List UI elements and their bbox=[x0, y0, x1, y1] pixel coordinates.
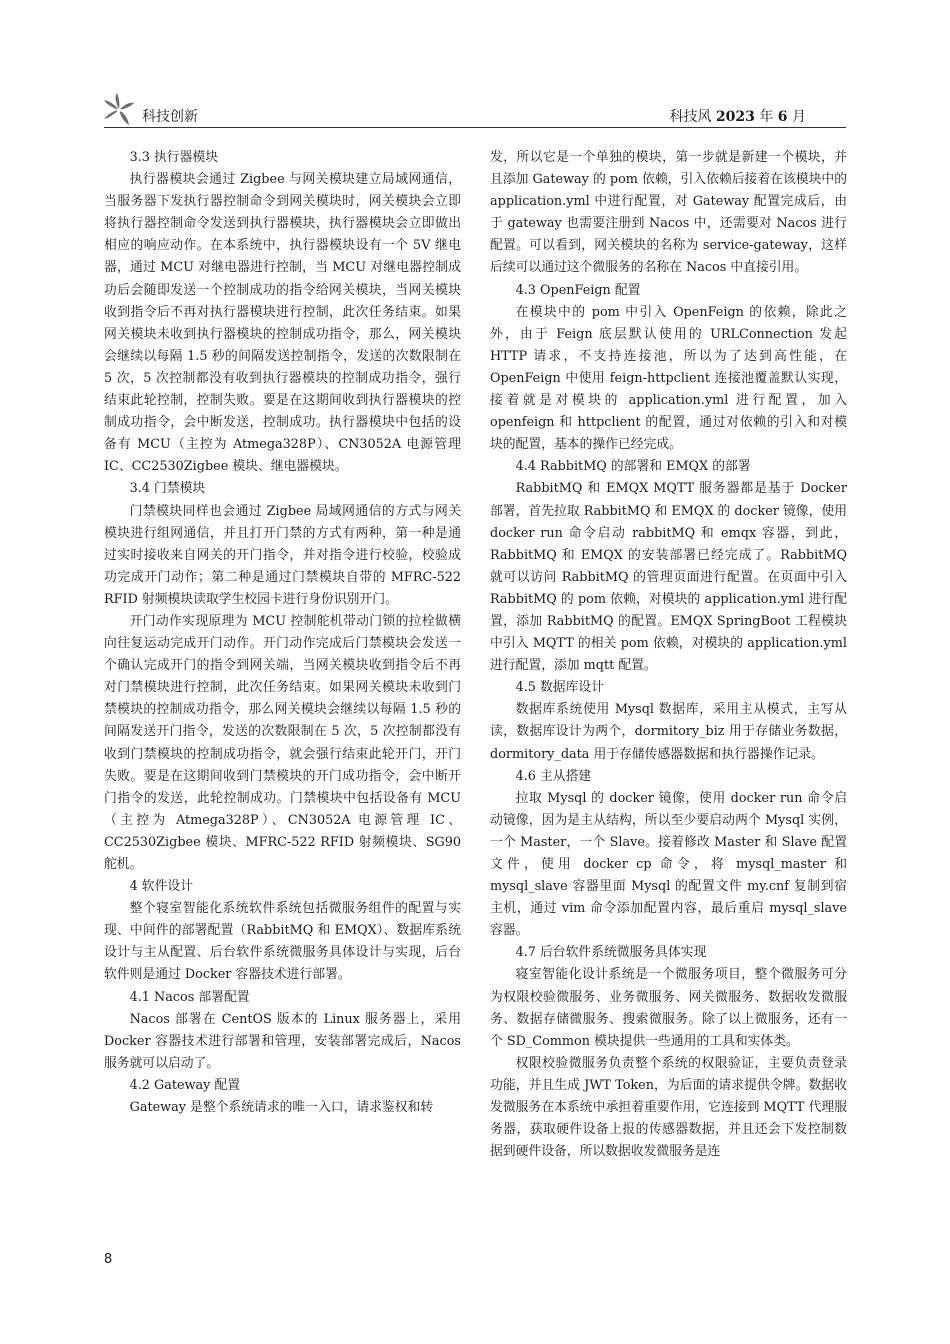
paragraph: 开门动作实现原理为 MCU 控制舵机带动门锁的拉栓做横向往复运动完成开门动作。开门动作完成后门禁模块会发送一个确认完成开门的指令到网关端，当网关模块收到指令后不再对门禁模块进行控制，此次任务结束。如果网关模块未收到门禁模块的控制成功指令，那么网关模块会继续以每隔 1.5 秒的间隔发送开门指令，发送的次数限制在 5 次，5 次控制都没有收到门禁模块的控制成功指令，就会强行结束此轮开门，开门失败。要是在这期间收到门禁模块的开门成功指令，会中断开门指令的发送，此轮控制成功。门禁模块中包括设备有 MCU（主控为 Atmega328P）、CN3052A 电源管理 IC、CC2530Zigbee 模块、MFRC-522 RFID 射频模块、SG90 舵机。 bbox=[104, 613, 461, 872]
right-column bbox=[490, 147, 847, 1163]
paragraph: 数据库系统使用 Mysql 数据库，采用主从模式，主写从读，数据库设计为两个，dormitory_biz 用于存储业务数据，dormitory_data 用于存储传感器数据和执行器操作记录。 bbox=[490, 702, 847, 762]
journal-logo-icon bbox=[102, 92, 136, 128]
paragraph: 门禁模块同样也会通过 Zigbee 局域网通信的方式与网关模块进行组网通信，并且打开门禁的方式有两种，第一种是通过实时接收来自网关的开门指令，并对指令进行校验，校验成功完成开门动作；第二种是通过门禁模块自带的 MFRC-522 RFID 射频模块读取学生校园卡进行身份识别开门。 bbox=[104, 503, 461, 607]
journal-section: 科技创新 bbox=[142, 109, 198, 125]
paragraph: 执行器模块会通过 Zigbee 与网关模块建立局域网通信，当服务器下发执行器控制命令到网关模块时，网关模块会立即将执行器控制命令发送到执行器模块，执行器模块会立即做出相应的响应动作。在本系统中，执行器模块设有一个 5V 继电器，通过 MCU 对继电器进行控制，当 MCU 对继电器控制成功后会随即发送一个控制成功的指令给网关模块，当网关模块收到指令后不再对执行器模块进行控制，此次任务结束。如果网关模块未收到执行器模块的控制成功指令，那么，网关模块会继续以每隔 1.5 秒的间隔发送控制指令，发送的次数限制在 5 次，5 次控制都没有收到执行器模块的控制成功指令，强行结束此轮控制，控制失败。要是在这期间收到执行器模块的控制成功指令，会中断发送，控制成功。执行器模块中包括的设备有 MCU（主控为 Atmega328P）、CN3052A 电源管理 IC、CC2530Zigbee 模块、继电器模块。 bbox=[104, 172, 461, 475]
paragraph: 在模块中的 pom 中引入 OpenFeign 的依赖，除此之外，由于 Feign 底层默认使用的 URLConnection 发起 HTTP 请求，不支持连接池，所以为了达到高性能，在 OpenFeign 中使用 feign-httpclient 连接池覆盖默认实现，接着就是对模块的 application.yml 进行配置，加入 openfeign 和 httpclient 的配置，通过对依赖的引入和对模块的配置，基本的操作已经完成。 bbox=[490, 304, 847, 453]
section-heading: 4.4 RabbitMQ 的部署和 EMQX 的部署 bbox=[515, 459, 751, 475]
journal-issue-suffix: 月 bbox=[792, 109, 806, 125]
journal-name: 科技风 bbox=[669, 109, 712, 125]
left-column bbox=[104, 147, 461, 1119]
section-heading: 3.4 门禁模块 bbox=[129, 481, 206, 497]
section-heading: 3.3 执行器模块 bbox=[129, 150, 218, 165]
paragraph: 寝室智能化设计系统是一个微服务项目，整个微服务可分为权限校验微服务、业务微服务、网关微服务、数据收发微服务、数据存储微服务、搜索微服务。除了以上微服务，还有一个 SD_Common 模块提供一些通用的工具和实体类。 bbox=[490, 967, 847, 1049]
paragraph: 整个寝室智能化系统软件系统包括微服务组件的配置与实现、中间件的部署配置（RabbitMQ 和 EMQX）、数据库系统设计与主从配置、后台软件系统微服务具体设计与实现，后台软件则是通过 Docker 容器技术进行部署。 bbox=[104, 901, 461, 983]
header-divider bbox=[104, 127, 846, 128]
paragraph: 拉取 Mysql 的 docker 镜像，使用 docker run 命令启动镜像，因为是主从结构，所以至少要启动两个 Mysql 实例，一个 Master，一个 Slave。接着修改 Master 和 Slave 配置文件，使用 docker cp 命令，将 mysql_master 和 mysql_slave 容器里面 Mysql 的配置文件 my.cnf 复制到宿主机，通过 vim 命令添加配置内容，最后重启 mysql_slave 容器。 bbox=[490, 790, 847, 939]
journal-issue-number: 6 bbox=[777, 109, 788, 125]
paragraph: 权限校验微服务负责整个系统的权限验证，主要负责登录功能，并且生成 JWT Token，为后面的请求提供令牌。数据收发微服务在本系统中承担着重要作用，它连接到 MQTT 代理服务器，获取硬件设备上报的传感器数据，并且还会下发控制数据到硬件设备，所以数据收发微服务是连 bbox=[490, 1055, 847, 1160]
section-heading: 4.3 OpenFeign 配置 bbox=[515, 282, 641, 298]
section-heading: 4.6 主从搭建 bbox=[515, 768, 592, 784]
page-header-left bbox=[100, 92, 260, 132]
section-heading: 4.2 Gateway 配置 bbox=[129, 1077, 241, 1093]
paragraph: RabbitMQ 和 EMQX MQTT 服务器都是基于 Docker 部署，首先拉取 RabbitMQ 和 EMQX 的 docker 镜像，使用 docker run 命令启动 rabbitMQ 和 emqx 容器，到此，RabbitMQ 和 EMQX 的安装部署已经完成了。RabbitMQ 就可以访问 RabbitMQ 的管理页面进行配置。在页面中引入 RabbitMQ 的 pom 依赖，对模块的 application.yml 进行配置，添加 RabbitMQ 的配置。EMQX SpringBoot 工程模块中引入 MQTT 的相关 pom 依赖，对模块的 application.yml 进行配置，添加 mqtt 配置。 bbox=[490, 481, 847, 674]
section-heading: 4.1 Nacos 部署配置 bbox=[129, 989, 250, 1005]
paragraph: Gateway 是整个系统请求的唯一入口，请求鉴权和转 bbox=[129, 1100, 434, 1116]
section-heading: 4.5 数据库设计 bbox=[515, 680, 604, 696]
journal-year: 2023 bbox=[715, 109, 755, 125]
paragraph: Nacos 部署在 CentOS 版本的 Linux 服务器上，采用 Docker 容器技术进行部署和管理，安装部署完成后，Nacos 服务就可以启动了。 bbox=[104, 1011, 461, 1071]
section-heading: 4 软件设计 bbox=[129, 879, 193, 895]
journal-issue bbox=[669, 106, 806, 126]
page-number: 8 bbox=[104, 1252, 113, 1267]
paragraph-continued: 发，所以它是一个单独的模块，第一步就是新建一个模块，并且添加 Gateway 的 pom 依赖，引入依赖后接着在该模块中的 application.yml 中进行配置，对 Gateway 配置完成后，由于 gateway 也需要注册到 Nacos 中，还需要对 Nacos 进行配置。可以看到，网关模块的名称为 service-gateway，这样后续可以通过这个微服务的名称在 Nacos 中直接引用。 bbox=[490, 150, 847, 276]
section-heading: 4.7 后台软件系统微服务具体实现 bbox=[515, 945, 707, 961]
journal-year-suffix: 年 bbox=[759, 109, 774, 125]
